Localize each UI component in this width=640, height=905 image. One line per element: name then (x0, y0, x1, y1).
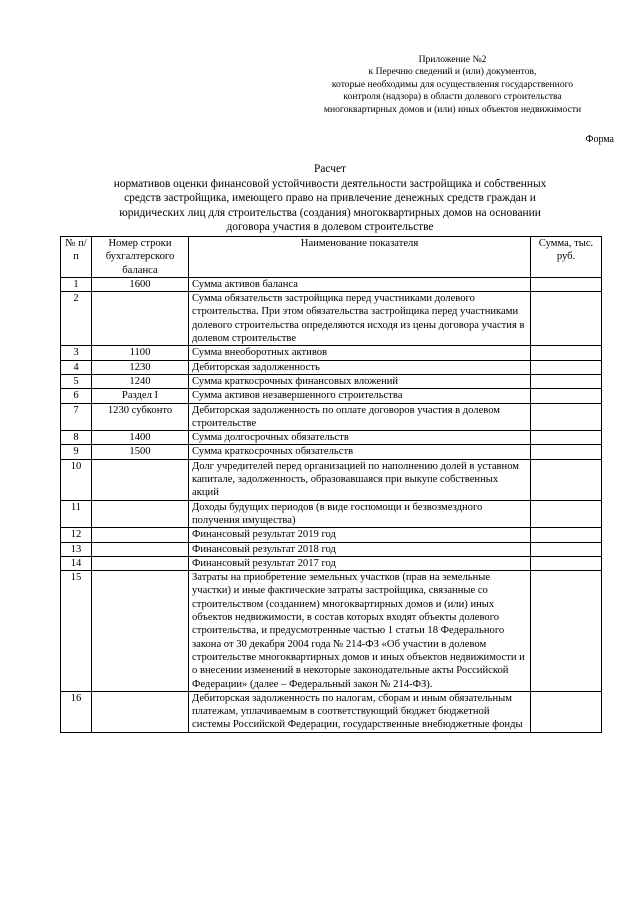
row-indicator-name: Долг учредителей перед организацией по наполнению долей в уставном капитале, задолженность, образовавшаяся при выкупе собственных акций (189, 459, 531, 500)
row-indicator-name: Сумма активов незавершенного строительства (189, 389, 531, 403)
row-sum (531, 556, 602, 570)
table-row (61, 346, 602, 360)
row-sum (531, 445, 602, 459)
row-balance-line (92, 500, 189, 528)
table-row (61, 445, 602, 459)
row-sum (531, 389, 602, 403)
table-row (61, 403, 602, 431)
row-balance-line: 1230 субконто (92, 403, 189, 431)
appendix-header (290, 54, 615, 116)
row-number: 11 (61, 500, 92, 528)
row-sum (531, 571, 602, 692)
row-balance-line (92, 556, 189, 570)
title-line: договора участия в долевом строительстве (226, 221, 434, 234)
row-sum (531, 459, 602, 500)
table-row (61, 571, 602, 692)
appendix-line: которые необходимы для осуществления государственного (331, 78, 574, 90)
row-indicator-name: Дебиторская задолженность (189, 360, 531, 374)
row-indicator-name: Сумма краткосрочных обязательств (189, 445, 531, 459)
row-sum (531, 500, 602, 528)
appendix-line: к Перечню сведений и (или) документов, (368, 66, 537, 78)
form-label: Форма (585, 134, 614, 145)
row-number: 6 (61, 389, 92, 403)
row-sum (531, 403, 602, 431)
table-row (61, 292, 602, 346)
title-heading: Расчет (314, 163, 346, 175)
table-row (61, 374, 602, 388)
row-balance-line: 1400 (92, 431, 189, 445)
row-balance-line: 1100 (92, 346, 189, 360)
table-row (61, 431, 602, 445)
row-sum (531, 346, 602, 360)
row-balance-line (92, 542, 189, 556)
row-balance-line (92, 691, 189, 732)
table-body (61, 277, 602, 732)
row-balance-line: 1500 (92, 445, 189, 459)
row-number: 5 (61, 374, 92, 388)
row-balance-line (92, 292, 189, 346)
row-indicator-name: Доходы будущих периодов (в виде госпомощи и безвозмездного получения имущества) (189, 500, 531, 528)
row-number: 15 (61, 571, 92, 692)
row-indicator-name: Дебиторская задолженность по налогам, сборам и иным обязательным платежам, уплачиваемым в соответствующий бюджет бюджетной системы Российской Федерации, государственные внебюджетные фонды (189, 691, 531, 732)
row-indicator-name: Дебиторская задолженность по оплате договоров участия в долевом строительстве (189, 403, 531, 431)
table-header-row (61, 237, 602, 278)
row-sum (531, 528, 602, 542)
row-indicator-name: Финансовый результат 2017 год (189, 556, 531, 570)
row-indicator-name: Сумма внеоборотных активов (189, 346, 531, 360)
document-title (60, 162, 600, 235)
appendix-line: контроля (надзора) в области долевого строительства (343, 91, 562, 103)
table-row (61, 528, 602, 542)
row-balance-line: 1240 (92, 374, 189, 388)
table-row (61, 360, 602, 374)
indicators-table (60, 236, 602, 733)
row-number: 3 (61, 346, 92, 360)
row-indicator-name: Сумма долгосрочных обязательств (189, 431, 531, 445)
row-number: 2 (61, 292, 92, 346)
row-sum (531, 691, 602, 732)
row-number: 4 (61, 360, 92, 374)
row-balance-line (92, 459, 189, 500)
row-number: 16 (61, 691, 92, 732)
row-sum (531, 431, 602, 445)
row-sum (531, 374, 602, 388)
header-num: № п/п (61, 237, 92, 278)
header-sum: Сумма, тыс. руб. (531, 237, 602, 278)
appendix-line: Приложение №2 (418, 54, 487, 65)
row-indicator-name: Сумма активов баланса (189, 277, 531, 291)
header-line: Номер строки бухгалтерского баланса (92, 237, 189, 278)
row-number: 10 (61, 459, 92, 500)
row-sum (531, 360, 602, 374)
table-row (61, 542, 602, 556)
title-line: нормативов оценки финансовой устойчивости деятельности застройщика и собственных (113, 177, 547, 190)
row-sum (531, 542, 602, 556)
row-indicator-name: Сумма обязательств застройщика перед участниками долевого строительства. При этом обязательства застройщика перед участниками долевого строительства определяются исходя из цены договора участия в долевом строительстве (189, 292, 531, 346)
row-number: 9 (61, 445, 92, 459)
row-sum (531, 277, 602, 291)
title-line: средств застройщика, имеющего право на привлечение денежных средств граждан и (124, 192, 536, 205)
row-indicator-name: Сумма краткосрочных финансовых вложений (189, 374, 531, 388)
appendix-line: многоквартирных домов и (или) иных объектов недвижимости (323, 103, 582, 115)
table-row (61, 389, 602, 403)
title-line: юридических лиц для строительства (создания) многоквартирных домов на основании (119, 206, 541, 219)
row-balance-line: Раздел I (92, 389, 189, 403)
row-indicator-name: Финансовый результат 2019 год (189, 528, 531, 542)
row-sum (531, 292, 602, 346)
row-balance-line (92, 528, 189, 542)
table-row (61, 691, 602, 732)
row-number: 13 (61, 542, 92, 556)
row-number: 8 (61, 431, 92, 445)
row-indicator-name: Затраты на приобретение земельных участков (прав на земельные участки) и иные фактические затраты застройщика, связанные со строительством (созданием) многоквартирных домов и (или) иных объектов недвижимости, в состав которых входят объекты долевого строительства, и предусмотренные частью 1 статьи 18 Федерального закона от 30 декабря 2004 года № 214-ФЗ «Об участии в долевом строительстве многоквартирных домов и иных объектов недвижимости и о внесении изменений в некоторые законодательные акты Российской Федерации» (далее – Федеральный закон № 214-ФЗ). (189, 571, 531, 692)
row-number: 14 (61, 556, 92, 570)
row-number: 7 (61, 403, 92, 431)
row-number: 1 (61, 277, 92, 291)
table-row (61, 277, 602, 291)
row-balance-line (92, 571, 189, 692)
row-indicator-name: Финансовый результат 2018 год (189, 542, 531, 556)
table-row (61, 556, 602, 570)
row-balance-line: 1230 (92, 360, 189, 374)
table-row (61, 500, 602, 528)
header-name: Наименование показателя (189, 237, 531, 278)
row-number: 12 (61, 528, 92, 542)
row-balance-line: 1600 (92, 277, 189, 291)
table-row (61, 459, 602, 500)
